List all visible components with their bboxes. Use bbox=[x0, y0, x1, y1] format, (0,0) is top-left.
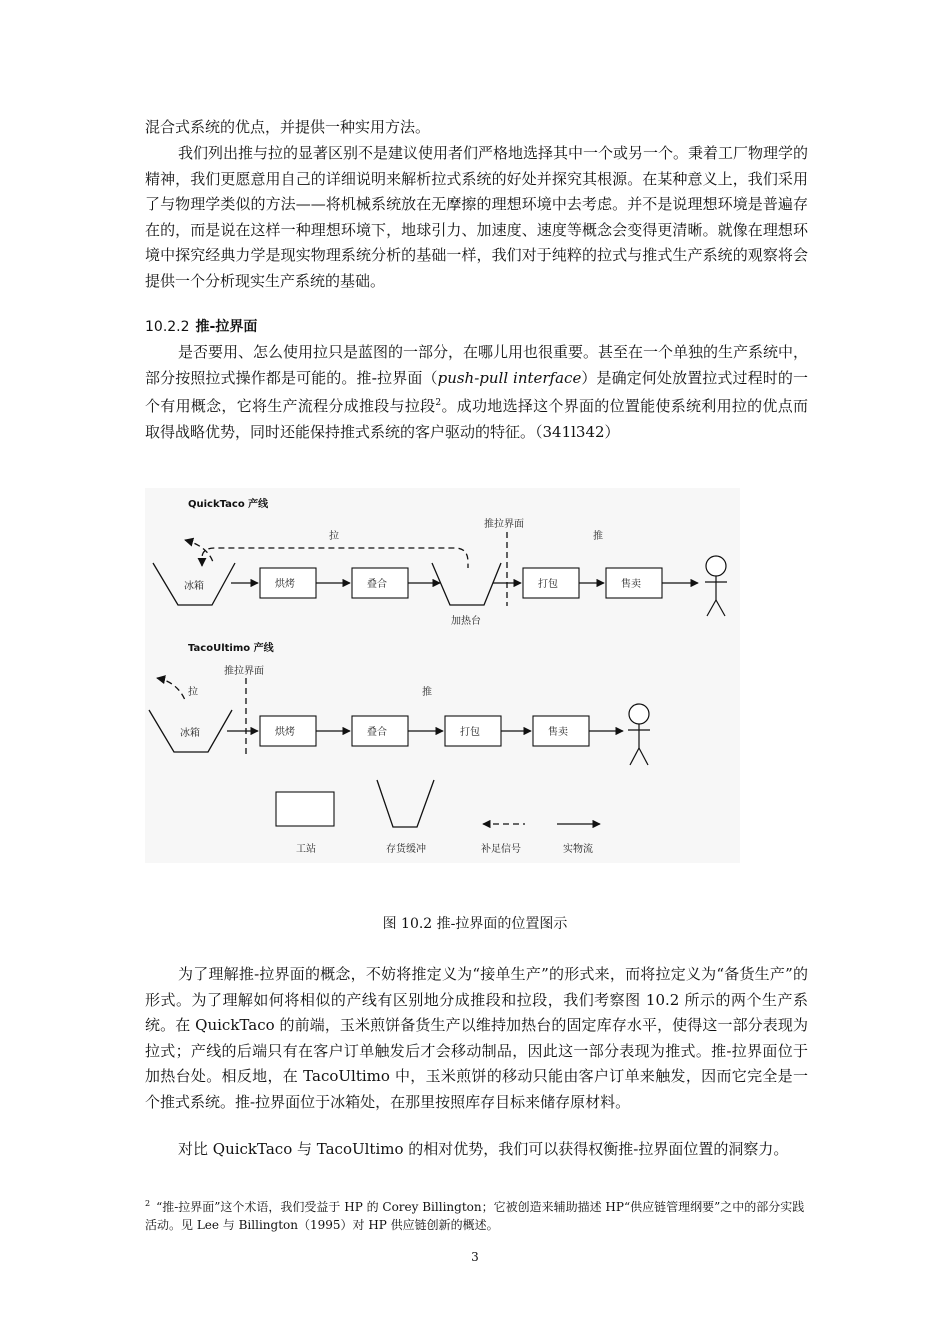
tacoultimo-station-bake: 烘烤 bbox=[275, 727, 295, 738]
section-title: 推-拉界面 bbox=[195, 319, 258, 335]
paragraph-comparison: 对比 QuickTaco 与 TacoUltimo 的相对优势，我们可以获得权衡推-拉界面位置的洞察力。 bbox=[178, 1140, 789, 1158]
legend-workstation: 工站 bbox=[296, 844, 316, 855]
quicktaco-interface-label: 推拉界面 bbox=[484, 519, 524, 530]
quicktaco-station-sell: 售卖 bbox=[621, 579, 641, 590]
footnote-text: “推-拉界面”这个术语，我们受益于 HP 的 Corey Billington；它被创造来辅助描述 HP“供应链管理纲要”之中的部分实践活动。见 Lee 与 Billington（1995）对 HP 供应链创新的概述。 bbox=[145, 1200, 805, 1232]
term-push-pull-interface: 推-拉界面 bbox=[356, 368, 423, 387]
quicktaco-pull-label: 拉 bbox=[329, 531, 339, 542]
para3-paren-open: （ bbox=[422, 368, 438, 387]
section-number: 10.2.2 bbox=[145, 319, 190, 335]
tacoultimo-station-fridge: 冰箱 bbox=[180, 728, 200, 739]
legend-signal: 补足信号 bbox=[481, 844, 521, 855]
term-push-pull-interface-en: push-pull interface bbox=[437, 368, 582, 387]
quicktaco-station-fridge: 冰箱 bbox=[184, 581, 204, 592]
tacoultimo-station-sell: 售卖 bbox=[548, 727, 568, 738]
tacoultimo-pull-label: 拉 bbox=[188, 687, 198, 698]
tacoultimo-station-fold: 叠合 bbox=[367, 727, 387, 738]
para3-paren-close: ） bbox=[581, 368, 597, 387]
legend-buffer: 存货缓冲 bbox=[386, 844, 426, 855]
footnote-number: 2 bbox=[145, 1199, 151, 1208]
paragraph-interface-example: 为了理解推-拉界面的概念，不妨将推定义为“接单生产”的形式来，而将拉定义为“备货生产”的形式。为了理解如何将相似的产线有区别地分成推段和拉段，我们考察图 10.2 所示的两个生产系统。在 QuickTaco 的前端，玉米煎饼备货生产以维持加热台的固定库存水平，使得这一部分表现为拉式；产线的后端只有在客户订单触发后才会移动制品，因此这一部分表现为推式。推-拉界面位于加热台处。相反地，在 TacoUltimo 中，玉米煎饼的移动只能由客户订单来触发，因而它完全是一个推式系统。推-拉界面位于冰箱处，在那里按照库存目标来储存原材料。 bbox=[145, 965, 808, 1111]
quicktaco-station-bake: 烘烤 bbox=[275, 579, 295, 590]
quicktaco-title: QuickTaco 产线 bbox=[188, 499, 269, 510]
quicktaco-station-pack: 打包 bbox=[538, 579, 558, 590]
paragraph-intro-end: 混合式系统的优点，并提供一种实用方法。 bbox=[145, 118, 431, 136]
para3-text-c: 。成功地选择这个界面的位置能使系统利用拉的优点而取得战略优势，同时还能保持推式系统的客户驱动的特征。（341l342） bbox=[145, 397, 808, 441]
paragraph-push-pull-distinction: 我们列出推与拉的显著区别不是建议使用者们严格地选择其中一个或另一个。秉着工厂物理学的精神，我们更愿意用自己的详细说明来解析拉式系统的好处并探究其根源。在某种意义上，我们采用了与物理学类似的方法——将机械系统放在无摩擦的理想环境中去考虑。并不是说理想环境是普遍存在的，而是说在这样一种理想环境下，地球引力、加速度、速度等概念会变得更清晰。就像在理想环境中探究经典力学是现实物理系统分析的基础一样，我们对于纯粹的拉式与推式生产系统的观察将会提供一个分析现实生产系统的基础。 bbox=[145, 144, 809, 290]
paragraph-push-pull-interface bbox=[145, 340, 808, 445]
tacoultimo-station-pack: 打包 bbox=[460, 727, 480, 738]
footnote bbox=[145, 1195, 808, 1234]
footnote-marker[interactable]: 2 bbox=[435, 398, 442, 408]
tacoultimo-push-label: 推 bbox=[422, 687, 432, 698]
quicktaco-buffer-label: 加热台 bbox=[451, 616, 481, 627]
para3-text-b: 是确定何处放置拉式过程时的一个有用概念，它将生产流程分成推段与拉段 bbox=[145, 368, 808, 415]
figure-push-pull-diagram bbox=[145, 488, 740, 863]
para3-text-a: 是否要用、怎么使用拉只是蓝图的一部分，在哪儿用也很重要。甚至在一个单独的生产系统中，部分按照拉式操作都是可能的。 bbox=[145, 343, 809, 387]
legend-flow: 实物流 bbox=[563, 844, 593, 855]
figure-caption: 图 10.2 推-拉界面的位置图示 bbox=[382, 916, 568, 932]
tacoultimo-title: TacoUltimo 产线 bbox=[188, 643, 274, 654]
page-number: 3 bbox=[471, 1250, 479, 1264]
quicktaco-station-fold: 叠合 bbox=[367, 579, 387, 590]
tacoultimo-interface-label: 推拉界面 bbox=[224, 666, 264, 677]
section-heading bbox=[145, 316, 257, 336]
legend-workstation-icon bbox=[276, 792, 334, 826]
quicktaco-push-label: 推 bbox=[593, 531, 603, 542]
